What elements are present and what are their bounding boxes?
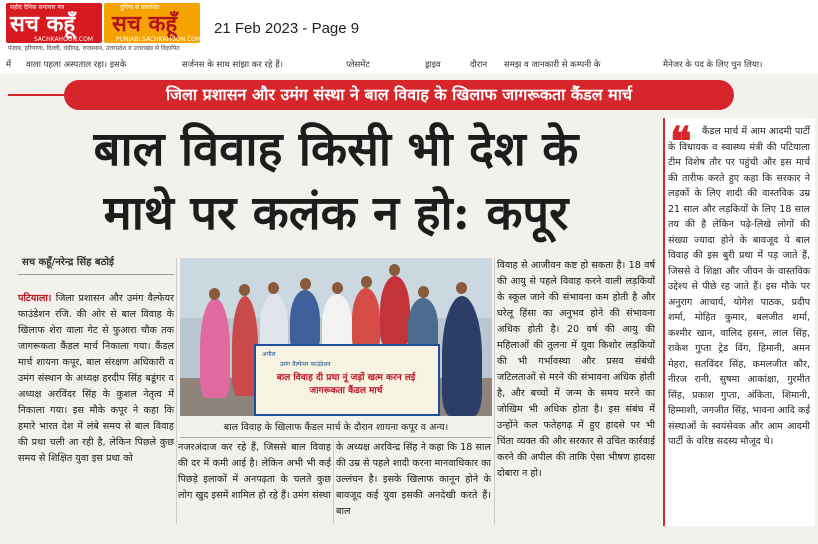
- strip-text: सर्जनस के साथ सांझा कर रहे हैं।: [182, 60, 283, 70]
- article-headline: [16, 118, 656, 246]
- strip-text: दौरान: [470, 60, 488, 70]
- strip-text: प्लेसमेंट: [346, 60, 370, 70]
- divider: [8, 94, 64, 96]
- person-head: [268, 282, 279, 294]
- sidebar-body: कैंडल मार्च में आम आदमी पार्टी के विधायक व स्वास्थ्य मंत्री की पटियाला टीम विशेष तौर पर पहुंची और इस मार्च की तारीफ करते हुए कहा कि सरकार ने लड़कों के लिए शादी की वास्तविक उम्र 21 साल और लड़कियों के लिए 18 साल तय की है लेकिन पढ़े-लिखे लोगों की संख्या ज्यादा होने के बावजूद ये बाल विवाह की इस बुरी प्रथा में पड़ जाते हैं, जिससे वे शिक्षा और जीवन के वास्तविक उद्देश्य से पीछे रह जाते हैं। इस मौके पर अनुराग आचार्य, योगेश पाठक, प्रदीप शर्मा, मोहित कुमार, बलजीत शर्मा, कश्मीर खान, वालिद हसन, लाल सिंह, राकेश गुप्ता ट्रेड विंग, हिमानी, अमन मेहरा, सतविंदर सिंह, कमलजीत कौर, नीरज रानी, सुषमा आकांक्षा, गुरमीत सिंह, प्रकाश गुप्ता, अंकिता, शिमानी, हिम्माशी, जगजीत सिंह, भावना आदि कई संस्थाओं के स्वयंसेवक और आम आदमी पार्टी के वरिष्ठ सदस्य मौजूद थे।: [668, 126, 810, 447]
- byline: सच कहूँ/नरेन्द्र सिंह बठोई: [22, 257, 114, 268]
- headline-line: माथे पर कलंक न हो: कपूर: [103, 186, 569, 241]
- person-figure: [380, 276, 410, 346]
- divider: [180, 437, 492, 438]
- column-text: जिला प्रशासन और उमंग वैल्फेयर फाउंडेशन रजि. की ओर से बाल विवाह के खिलाफ शेरा वाला गेट से फुआरा चौक तक जागरूकता कैंडल मार्च निकाला गया। कैंडल मार्च शायना कपूर, बाल संरक्षण अधिकारी व उमंग संस्थान के अध्यक्ष हरदीप सिंह बडूंगर व अध्यक्ष अरविंदर सिंह के कुशल नेतृत्व में निकाला गया। इस मौके कपूर ने कहा कि हमारे भारत देश में लंबे समय से बाल विवाह की प्रथा चली आ रही है, लेकिन पिछले कुछ समय से शिक्षित युवा इस प्रथा को: [18, 293, 174, 464]
- column-divider: [333, 440, 334, 524]
- person-figure: [290, 290, 320, 350]
- strip-text: समझ व जानकारी से कम्पनी के: [504, 60, 601, 70]
- article-column-3: के अध्यक्ष अरविन्द्र सिंह ने कहा कि 18 साल की उम्र से पहले शादी करना मानवाधिकार का उल्लंघन है। इसके खिलाफ कानून होने के बावजूद कई युवा इसकी अनदेखी करते हैं। बाल: [336, 442, 491, 517]
- strip-text: मैनेजर के पद के लिए चुन लिया।: [663, 60, 763, 70]
- date-page-label: 21 Feb 2023 - Page 9: [214, 20, 360, 37]
- column-divider: [176, 258, 177, 524]
- banner-organizer: उमंग वैल्फेयर फाउंडेशन: [280, 361, 331, 368]
- strip-text: ड्राइव: [425, 60, 441, 70]
- logo2-name: सच कहूँ: [112, 11, 178, 37]
- quote-mark-icon: ❝: [670, 118, 692, 165]
- person-head: [361, 276, 372, 288]
- banner-slogan: बाल विवाह दी प्रथा नूं जड़ों खत्म करन लई जागरूकता कैंडल मार्च: [276, 373, 416, 396]
- article-column-2: नजरअंदाज कर रहे हैं, जिससे बाल विवाह की दर में कमी आई है। लेकिन अभी भी कई पिछड़े इलाकों में अनपढ़ता के चलते कुछ लोग खुद इसमें शामिल हो रहे हैं। उमंग संस्था: [178, 442, 331, 501]
- banner-appeal: अपील: [262, 351, 276, 358]
- march-banner: [254, 344, 440, 416]
- previous-article-strip: [0, 58, 818, 72]
- person-head: [456, 282, 467, 294]
- logo-tagline: सहीद दैनिक समाचार पत्र: [10, 4, 65, 11]
- person-head: [389, 264, 400, 276]
- divider: [18, 274, 174, 275]
- logo-name: सच कहूँ: [10, 11, 76, 37]
- person-head: [332, 282, 343, 294]
- person-head: [209, 288, 220, 300]
- strip-text: में: [6, 60, 12, 70]
- article-column-1: [18, 291, 174, 467]
- strip-text: वाला पहला अस्पताल रहा। इसके: [26, 60, 127, 70]
- person-figure: [442, 296, 482, 416]
- punjabi-edition-logo[interactable]: [104, 3, 200, 43]
- article-column-4: विवाह से आजीवन कष्ट हो सकता है। 18 वर्ष की आयु से पहले विवाह करने वाली लड़कियों के स्कूल जाने की संभावना कम होती है और घरेलू हिंसा का अनुभव होने की संभावना अधिक होती है। 20 वर्ष की आयु की महिलाओं की तुलना में युवा किशोर लड़कियों की भी गर्भावस्था और प्रसव संबंधी जटिलताओं से मरने की संभावना अधिक होती है, और बच्चों में जन्म के समय मरने का जोखिम भी अधिक होता है। इस संबंध में उन्होंने कल फतेहगढ़ में हुए हादसे पर भी चिंता व्यक्त की और सरकार से उचित कार्रवाई करने की अपील की ताकि ऐसा भीषण हादसा दोबारा न हो।: [497, 260, 655, 479]
- logo-site: SACHKAHOON.COM: [34, 36, 93, 43]
- column-divider: [494, 258, 495, 524]
- logo2-site: PUNJABI.SACHKAHOON.COM: [116, 36, 202, 43]
- person-head: [239, 284, 250, 296]
- article-kicker: जिला प्रशासन और उमंग संस्था ने बाल विवाह के खिलाफ जागरूकता कैंडल मार्च: [64, 80, 734, 110]
- person-head: [418, 286, 429, 298]
- person-head: [300, 278, 311, 290]
- person-figure: [200, 298, 230, 398]
- headline-line: बाल विवाह किसी भी देश के: [93, 122, 579, 177]
- dateline: पटियाला।: [18, 293, 52, 304]
- photo-caption: बाल विवाह के खिलाफ कैंडल मार्च के दौरान शायना कपूर व अन्य।: [223, 422, 449, 433]
- newspaper-logo[interactable]: [6, 3, 102, 43]
- article-photo[interactable]: [180, 258, 492, 416]
- edition-states: पंजाब, हरियाणा, दिल्ली, चंडीगढ़, राजस्थान, उत्तरप्रदेश व उत्तराखंड से विज्ञापित: [8, 45, 180, 52]
- logo2-tagline: दुनिया से प्रकाशित: [120, 4, 160, 11]
- person-figure: [352, 288, 380, 350]
- sidebar-text: [668, 124, 810, 450]
- masthead: [0, 0, 818, 56]
